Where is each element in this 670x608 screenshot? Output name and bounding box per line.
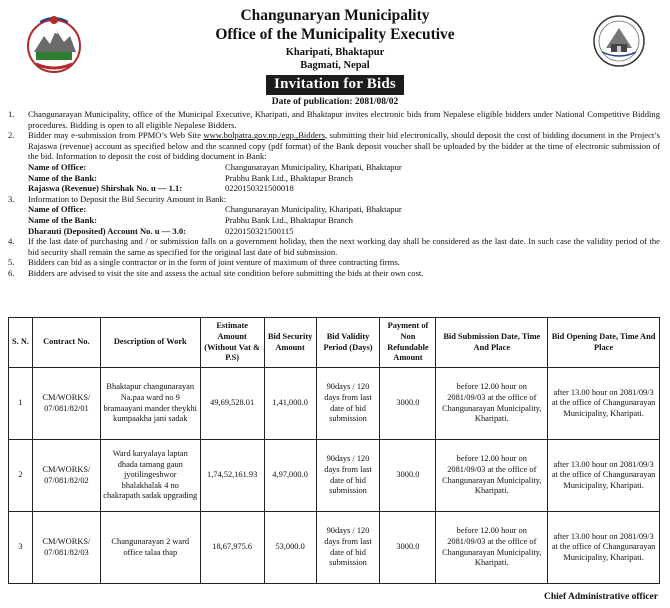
table-cell: 90days / 120 days from last date of bid submission bbox=[316, 368, 380, 440]
table-cell: after 13.00 hour on 2081/09/3 at the office of Changunarayan Municipality, Kharipati. bbox=[548, 440, 660, 512]
header bbox=[0, 6, 670, 107]
field-row bbox=[28, 215, 660, 226]
item-text: Bidders are advised to visit the site and assess the actual site condition before submitting the bids at their own cost. bbox=[28, 267, 424, 278]
notice-item-3 bbox=[8, 194, 660, 205]
field-row bbox=[28, 173, 660, 184]
table-cell: CM/WORKS/ 07/081/82/03 bbox=[32, 512, 100, 584]
table-row bbox=[9, 368, 660, 440]
field-label: Rajaswa (Revenue) Shirshak No. u — 1.1: bbox=[28, 183, 183, 194]
header-bid-validity: Bid Validity Period (Days) bbox=[316, 318, 380, 368]
item-text: Changunarayan Municipality, office of the Municipal Executive, Kharipati, and Bhaktapur invites electronic bids from Nepalese eligible bidders under National Competitive Bidding procedures. Bidding is open to all eligible Nepalese Bidders. bbox=[28, 109, 660, 130]
table-cell: before 12.00 hour on 2081/09/03 at the office of Changunarayan Municipality, Kharipati. bbox=[436, 440, 548, 512]
item-number: 5. bbox=[8, 257, 15, 268]
notice-title: Invitation for Bids bbox=[266, 75, 404, 95]
table-cell: 90days / 120 days from last date of bid submission bbox=[316, 440, 380, 512]
header-payment: Payment of Non Refundable Amount bbox=[380, 318, 436, 368]
table-cell: before 12.00 hour on 2081/09/03 at the office of Changunarayan Municipality, Kharipati. bbox=[436, 368, 548, 440]
field-row bbox=[28, 204, 660, 215]
address-line-1: Kharipati, Bhaktapur bbox=[285, 47, 385, 58]
table-cell: Changunarayan 2 ward office talaa thap bbox=[100, 512, 200, 584]
item-number: 3. bbox=[8, 193, 15, 204]
header-contract-no: Contract No. bbox=[32, 318, 100, 368]
address-line-2: Bagmati, Nepal bbox=[300, 60, 370, 71]
table-cell: 1,74,52,161.93 bbox=[200, 440, 264, 512]
office-name: Office of the Municipality Executive bbox=[215, 26, 455, 43]
header-submission: Bid Submission Date, Time And Place bbox=[436, 318, 548, 368]
header-estimate-amount: Estimate Amount (Without Vat & P.S) bbox=[200, 318, 264, 368]
notice-body bbox=[8, 109, 660, 279]
bolpatra-link[interactable]: www.bolpatra.gov.np./egp.,Bidders bbox=[203, 130, 325, 141]
table-cell: 3000.0 bbox=[380, 512, 436, 584]
item-text-part: Bidder may e-submission from PPMO’s Web Site bbox=[28, 130, 204, 141]
field-value: Changunarayan Municipality, Kharipati, Bhaktapur bbox=[225, 204, 402, 215]
bids-table bbox=[8, 317, 660, 584]
table-cell: 90days / 120 days from last date of bid submission bbox=[316, 512, 380, 584]
item-text-part: , submitting their bid electronically, should deposit the cost of bidding document in the Project’s Rajaswa (revenue) account as specified below and the scanned copy (pdf format) of the Bank deposit voucher shall be uploaded by the bidder at the time of electronic submission of the bid. Information to deposit the cost of bidding document in Bank: bbox=[28, 130, 661, 162]
header-opening: Bid Opening Date, Time And Place bbox=[548, 318, 660, 368]
field-label: Name of Office: bbox=[28, 161, 87, 172]
field-value: Prabhu Bank Ltd., Bhaktapur Branch bbox=[225, 214, 353, 225]
table-row bbox=[9, 440, 660, 512]
table-cell: 2 bbox=[9, 440, 33, 512]
table-cell: 1 bbox=[9, 368, 33, 440]
table-cell: after 13.00 hour on 2081/09/3 at the office of Changunarayan Municipality, Kharipati. bbox=[548, 512, 660, 584]
field-row bbox=[28, 226, 660, 237]
table-header-row bbox=[9, 318, 660, 368]
publication-date: Date of publication: 2081/08/02 bbox=[271, 97, 399, 107]
table-cell: 3000.0 bbox=[380, 368, 436, 440]
table-cell: 4,97,000.0 bbox=[264, 440, 316, 512]
field-value: Prabhu Bank Ltd., Bhaktapur Branch bbox=[225, 172, 353, 183]
field-value: 0220150321500115 bbox=[225, 225, 294, 236]
item-number: 4. bbox=[8, 236, 15, 247]
field-row bbox=[28, 162, 660, 173]
item-number: 2. bbox=[8, 130, 15, 141]
table-cell: CM/WORKS/ 07/081/82/02 bbox=[32, 440, 100, 512]
item-text bbox=[28, 130, 660, 162]
table-cell: after 13.00 hour on 2081/09/3 at the office of Changunarayan Municipality, Kharipati. bbox=[548, 368, 660, 440]
table-cell: 18,67,975.6 bbox=[200, 512, 264, 584]
field-value: Changunarayan Municipality, Kharipati, Bhaktapur bbox=[225, 161, 402, 172]
field-label: Name of the Bank: bbox=[28, 214, 97, 225]
table-row bbox=[9, 512, 660, 584]
table-cell: 1,41,000.0 bbox=[264, 368, 316, 440]
item-text: If the last date of purchasing and / or submission falls on a government holiday, then the next working day shall be considered as the last date. In such case the validity period of the bid security shall remain the same as specified for the original last date of bid submission. bbox=[28, 236, 660, 257]
table-cell: 53,000.0 bbox=[264, 512, 316, 584]
signatory: Chief Administrative officer bbox=[544, 592, 658, 602]
notice-item-6 bbox=[8, 268, 660, 279]
header-description: Description of Work bbox=[100, 318, 200, 368]
notice-item-4 bbox=[8, 236, 660, 257]
notice-item-2 bbox=[8, 130, 660, 162]
field-label: Dharauti (Deposited) Account No. u — 3.0: bbox=[28, 225, 187, 236]
field-row bbox=[28, 183, 660, 194]
field-label: Name of the Bank: bbox=[28, 172, 97, 183]
table-cell: 3 bbox=[9, 512, 33, 584]
header-bid-security: Bid Security Amount bbox=[264, 318, 316, 368]
notice-item-5 bbox=[8, 257, 660, 268]
item-number: 6. bbox=[8, 267, 15, 278]
notice-item-1 bbox=[8, 109, 660, 130]
table-cell: CM/WORKS/ 07/081/82/01 bbox=[32, 368, 100, 440]
field-value: 0220150321500018 bbox=[225, 183, 294, 194]
table-cell: 49,69,528.01 bbox=[200, 368, 264, 440]
field-label: Name of Office: bbox=[28, 204, 87, 215]
organization-name: Changunaryan Municipality bbox=[240, 7, 430, 24]
table-cell: Ward karyalaya laptan dhada tamang gaun jyotilingeshwor bhalakhalak 4 no chakrapath sadak upgrading bbox=[100, 440, 200, 512]
table-cell: before 12.00 hour on 2081/09/03 at the office of Changunarayan Municipality, Kharipati. bbox=[436, 512, 548, 584]
item-text: Bidders can bid as a single contractor or in the form of joint venture of maximum of three contracting firms. bbox=[28, 257, 400, 268]
table-cell: 3000.0 bbox=[380, 440, 436, 512]
item-text: Information to Deposit the Bid Security Amount in Bank: bbox=[28, 193, 227, 204]
header-serial-number: S. N. bbox=[9, 318, 33, 368]
table-cell: Bhaktapur changunarayan Na.paa ward no 9 bramaayani mander theykhi kumpaakha jani sadak bbox=[100, 368, 200, 440]
item-number: 1. bbox=[8, 109, 15, 119]
